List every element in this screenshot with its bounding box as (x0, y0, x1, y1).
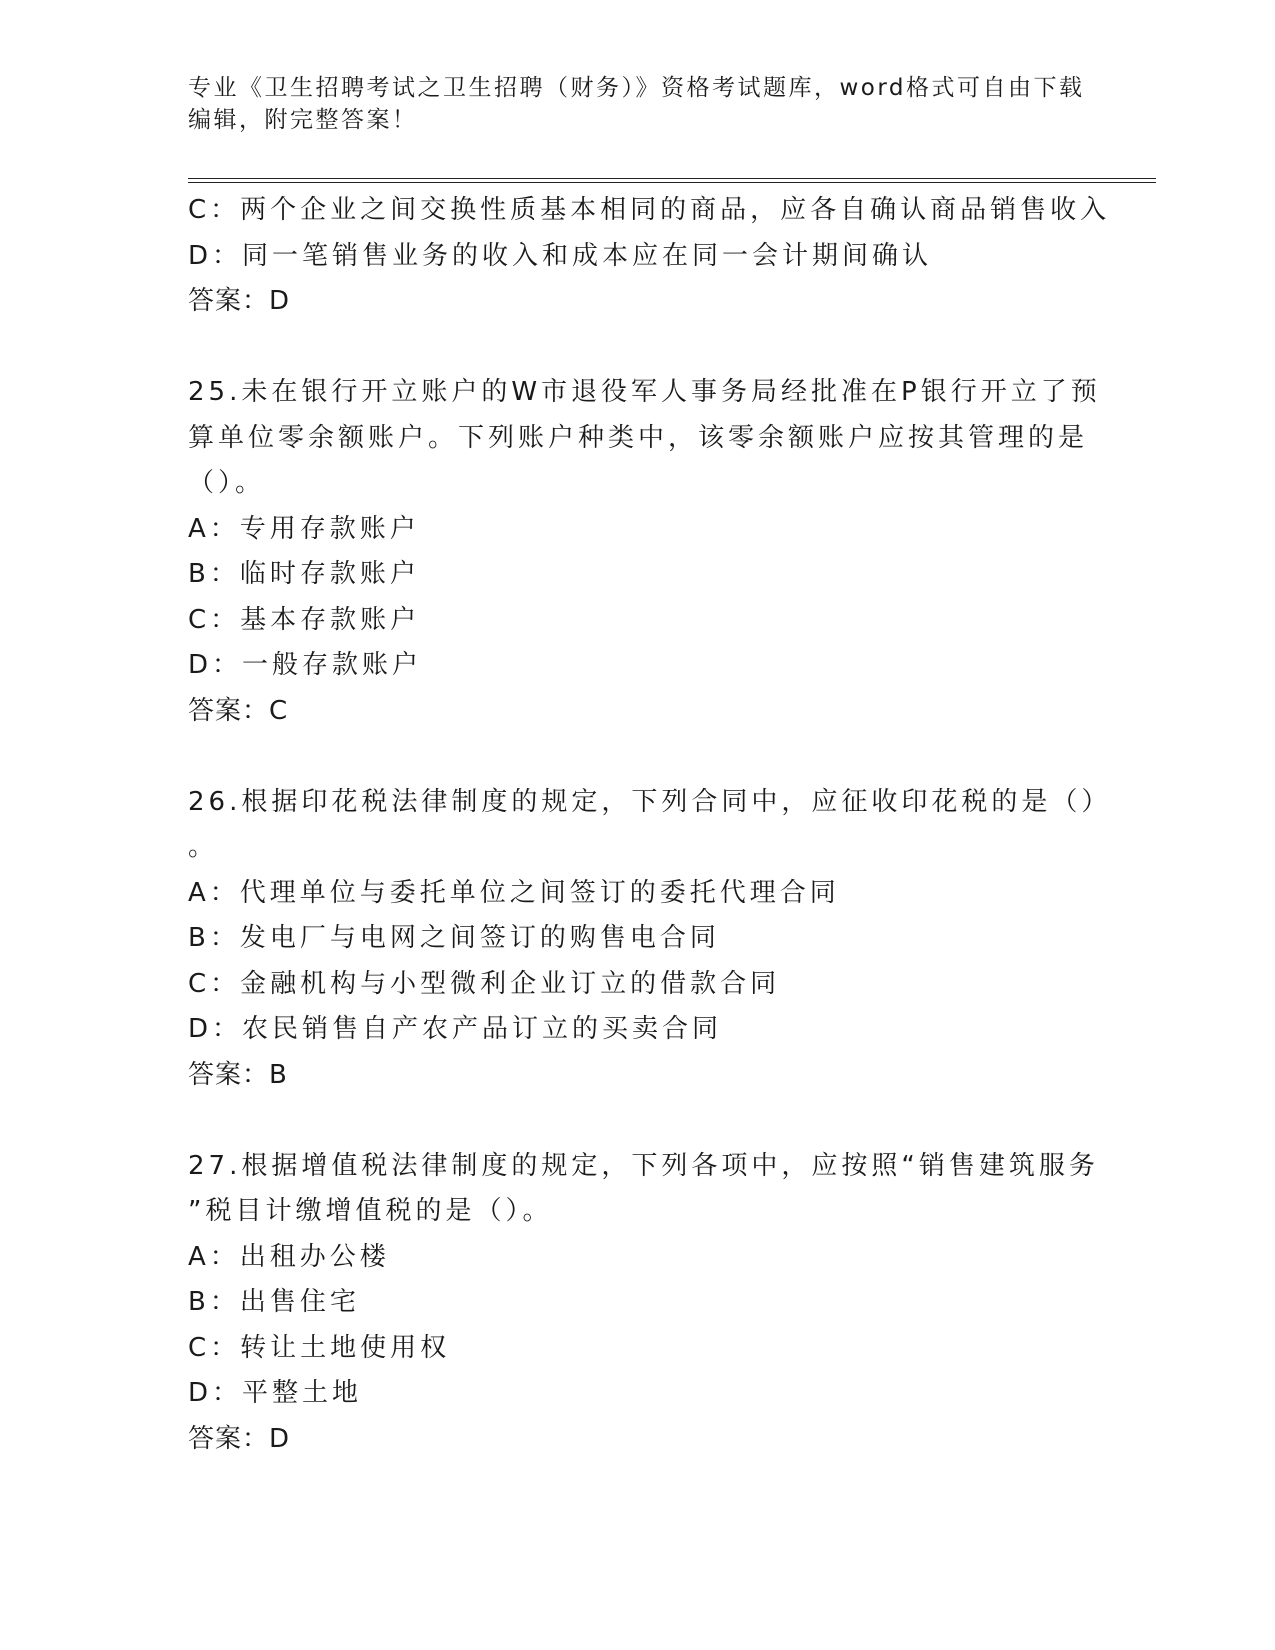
option-a: A：代理单位与委托单位之间签订的委托代理合同 (188, 877, 840, 908)
document-header (188, 72, 1088, 136)
option-d: D：农民销售自产农产品订立的买卖合同 (188, 1014, 723, 1044)
option-b: B：临时存款账户 (188, 559, 420, 589)
question-list (188, 188, 1112, 1462)
answer-label: 答案：B (188, 1059, 288, 1090)
spacer (188, 1098, 1088, 1144)
question-stem: 算单位零余额账户。下列账户种类中，该零余额账户应按其管理的是 (188, 422, 1089, 453)
option-d: D：同一笔销售业务的收入和成本应在同一会计期间确认 (188, 240, 933, 271)
answer-label: 答案：D (188, 1423, 291, 1454)
question-stem: 25.未在银行开立账户的W市退役军人事务局经批准在P银行开立了预 (188, 377, 1101, 407)
divider-line-top (188, 178, 1156, 179)
question-stem: 27.根据增值税法律制度的规定，下列各项中，应按照“销售建筑服务 (188, 1150, 1099, 1181)
option-a: A：出租办公楼 (188, 1241, 390, 1272)
answer-label: 答案：D (188, 286, 291, 316)
header-divider (188, 178, 1156, 183)
option-c: C：两个企业之间交换性质基本相同的商品，应各自确认商品销售收入 (188, 195, 1111, 225)
question-25 (188, 370, 1101, 734)
option-c: C：金融机构与小型微利企业订立的借款合同 (188, 968, 781, 999)
option-d: D：一般存款账户 (188, 650, 423, 680)
option-c: C：基本存款账户 (188, 604, 421, 635)
header-line-1: 专业《卫生招聘考试之卫生招聘（财务）》资格考试题库，word格式可自由下载 (188, 75, 1085, 101)
divider-line-bottom (188, 182, 1156, 183)
answer-label: 答案：C (188, 695, 289, 726)
spacer (188, 325, 1088, 371)
option-b: B：发电厂与电网之间签订的购售电合同 (188, 923, 720, 953)
option-b: B：出售住宅 (188, 1287, 360, 1317)
question-27 (188, 1144, 1099, 1463)
question-stem: 。 (188, 832, 219, 862)
question-stem: ”税目计缴增值税的是（）。 (188, 1196, 553, 1226)
question-24-fragment (188, 188, 1111, 325)
question-26 (188, 780, 1112, 1099)
question-stem: 26.根据印花税法律制度的规定，下列合同中，应征收印花税的是（） (188, 786, 1112, 817)
option-c: C：转让土地使用权 (188, 1332, 451, 1363)
question-stem: （）。 (188, 468, 266, 498)
option-a: A：专用存款账户 (188, 513, 420, 544)
spacer (188, 734, 1088, 780)
header-line-2: 编辑，附完整答案！ (188, 107, 418, 133)
option-d: D：平整土地 (188, 1378, 363, 1408)
